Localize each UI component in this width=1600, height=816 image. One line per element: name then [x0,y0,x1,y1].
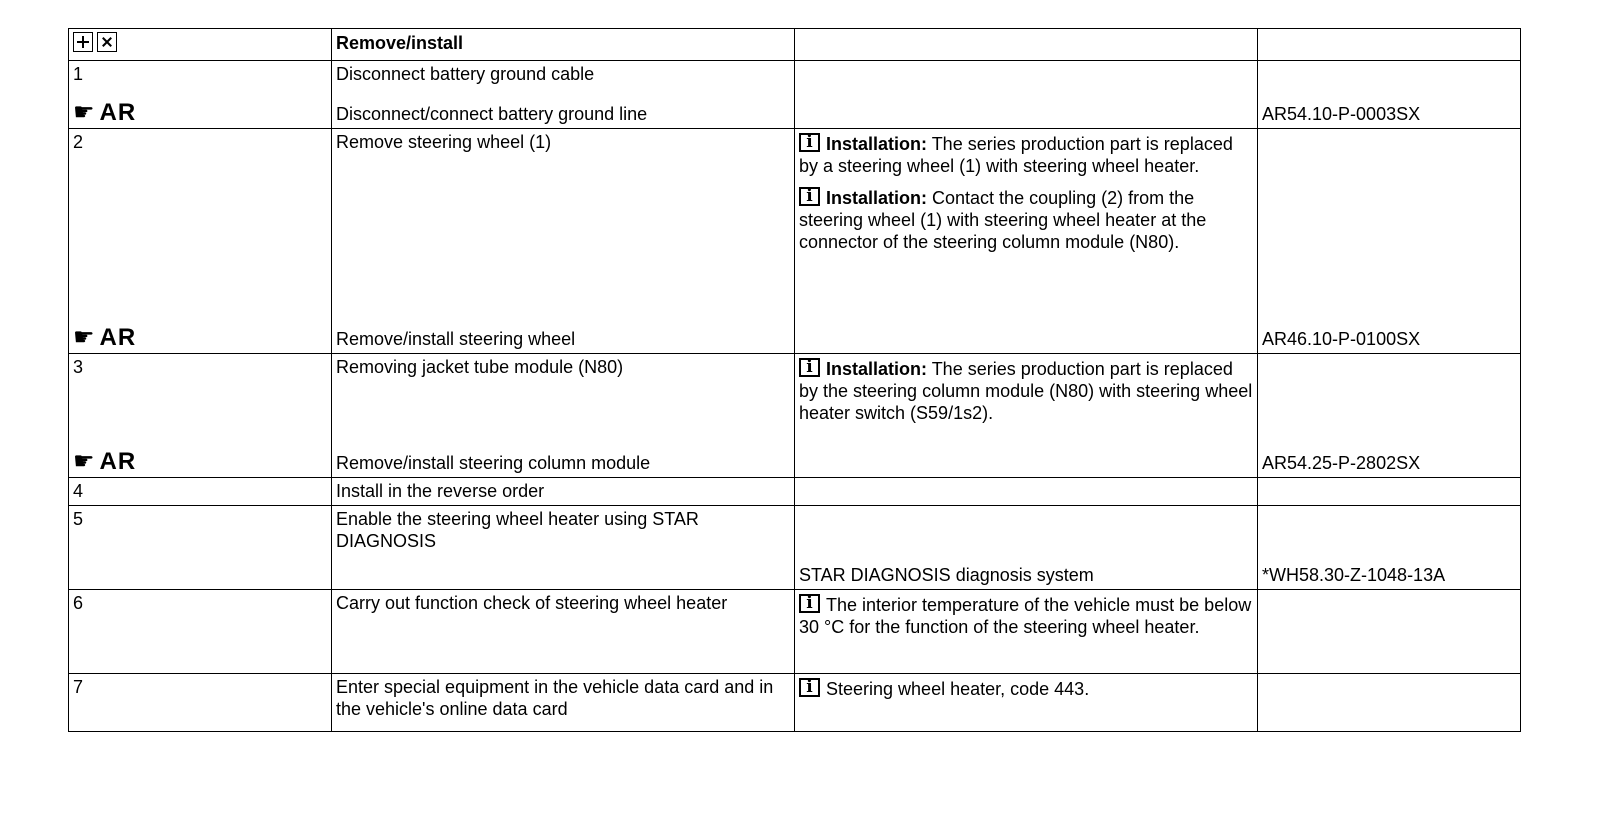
step-text-cell [332,354,795,478]
info-icon: i [799,678,820,697]
expand-icon[interactable] [73,32,93,52]
step-number: 2 [73,132,84,152]
info-icon: i [799,187,820,206]
installation-note: i Installation: Contact the coupling (2) from the steering wheel (1) with steering wheel heater at the connector of the steering column module (N80). [799,186,1207,252]
header-glyph-cell [69,29,332,61]
pointing-hand-icon: ☛ [73,448,96,475]
notes-cell [795,590,1258,674]
step-number: 5 [73,509,84,529]
step-number-cell [69,61,332,129]
table-row-step-7 [69,674,1521,732]
info-icon: i [799,594,820,613]
step-number: 6 [73,593,84,613]
ar-link[interactable]: ☛ AR [73,448,137,475]
step-number: 3 [73,357,84,377]
step-number-cell [69,478,332,506]
table-row-step-6 [69,590,1521,674]
step-text-cell [332,478,795,506]
ar-reference-link[interactable]: AR54.10-P-0003SX [1262,104,1421,124]
table-row-step-2 [69,129,1521,354]
table-row-step-5 [69,506,1521,590]
step-text-cell [332,674,795,732]
installation-note: i Installation: The series production part is replaced by the steering column module (N80) with steering wheel heater switch (S59/1s2). [799,357,1253,423]
ar-text: Remove/install steering column module [336,453,651,473]
reference-cell [1258,129,1521,354]
info-icon: i [799,133,820,152]
step-text: Disconnect battery ground cable [336,64,595,84]
step-text-cell [332,61,795,129]
tool-text: STAR DIAGNOSIS diagnosis system [799,565,1094,585]
table-row-step-1 [69,61,1521,129]
ar-link[interactable]: ☛ AR [73,324,137,351]
tool-reference-link[interactable]: *WH58.30-Z-1048-13A [1262,565,1446,585]
info-note: i The interior temperature of the vehicle must be below 30 °C for the function of the steering wheel heater. [799,593,1252,637]
step-text: Removing jacket tube module (N80) [336,357,624,377]
step-number: 4 [73,481,84,501]
step-text-cell [332,506,795,590]
table-row-step-3 [69,354,1521,478]
tool-cell [795,506,1258,590]
info-icon: i [799,358,820,377]
step-text: Install in the reverse order [336,481,545,501]
step-text: Remove steering wheel (1) [336,132,552,152]
reference-cell [1258,354,1521,478]
step-text-cell [332,129,795,354]
work-steps-table [68,28,1521,732]
work-instruction-sheet [68,28,1520,732]
ar-text: Disconnect/connect battery ground line [336,104,648,124]
collapse-icon[interactable] [97,32,117,52]
step-text: Enable the steering wheel heater using STAR DIAGNOSIS [336,509,699,551]
notes-cell [795,354,1258,478]
step-number: 7 [73,677,84,697]
step-number: 1 [73,64,84,84]
table-row-step-4 [69,478,1521,506]
notes-cell [795,674,1258,732]
step-number-cell [69,674,332,732]
step-number-cell [69,590,332,674]
table-header-row [69,29,1521,61]
ar-text: Remove/install steering wheel [336,329,576,349]
step-text-cell [332,590,795,674]
section-title: Remove/install [332,29,795,61]
step-text: Carry out function check of steering wheel heater [336,593,728,613]
step-number-cell [69,506,332,590]
reference-cell [1258,506,1521,590]
step-number-cell [69,129,332,354]
step-text: Enter special equipment in the vehicle data card and in the vehicle's online data card [336,677,774,719]
pointing-hand-icon: ☛ [73,99,96,126]
pointing-hand-icon: ☛ [73,324,96,351]
reference-cell [1258,61,1521,129]
info-note: i Steering wheel heater, code 443. [799,674,1253,700]
ar-link[interactable]: ☛ AR [73,99,137,126]
notes-cell [795,129,1258,354]
ar-reference-link[interactable]: AR54.25-P-2802SX [1262,453,1421,473]
installation-note: i Installation: The series production part is replaced by a steering wheel (1) with steering wheel heater. [799,132,1233,176]
ar-reference-link[interactable]: AR46.10-P-0100SX [1262,329,1421,349]
step-number-cell [69,354,332,478]
